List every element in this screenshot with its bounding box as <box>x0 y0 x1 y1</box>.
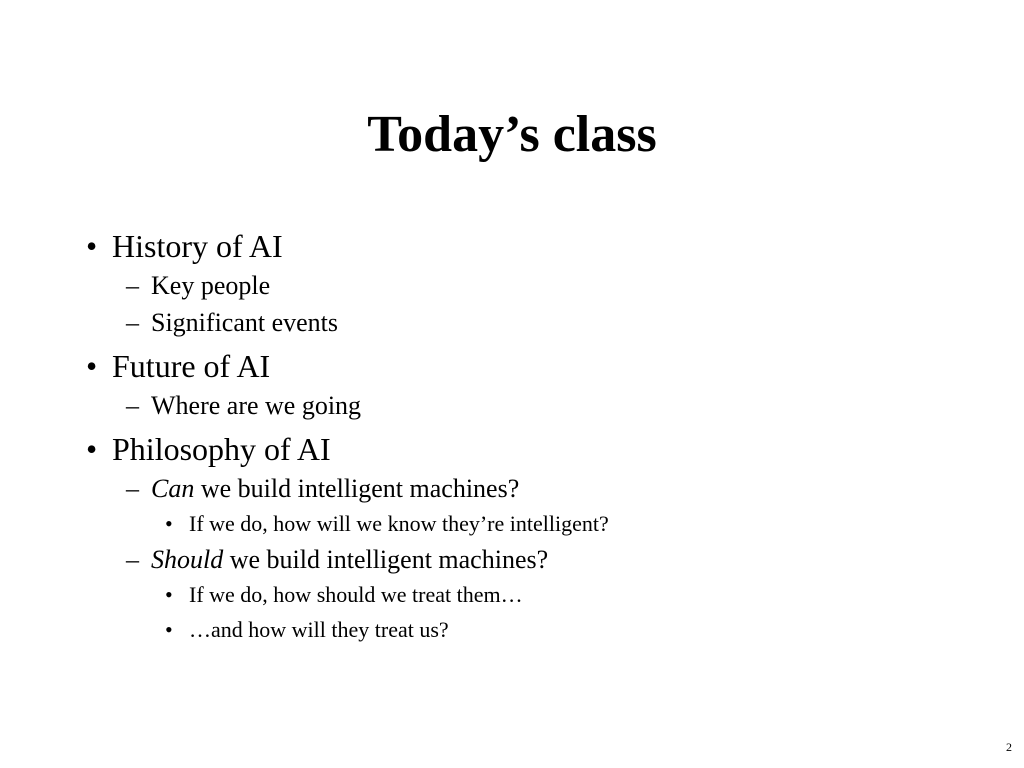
subbullet-significant-events <box>126 308 338 338</box>
dash-icon: – <box>126 391 139 420</box>
subbullet-text: we build intelligent machines? <box>194 474 520 503</box>
subbullet-should-we-build <box>126 545 548 575</box>
bullet-label: Future of AI <box>112 348 271 384</box>
detail-label: If we do, how will we know they’re intelligent? <box>189 511 609 536</box>
bullet-icon: • <box>86 431 98 467</box>
dash-icon: – <box>126 474 139 503</box>
subbullet-text: we build intelligent machines? <box>223 545 549 574</box>
detail-label: …and how will they treat us? <box>189 617 449 642</box>
page-number: 2 <box>1006 740 1012 754</box>
subbullet-label <box>151 545 548 575</box>
emphasis-should: Should <box>151 545 224 574</box>
bullet-icon: • <box>165 582 173 607</box>
subbullet-key-people <box>126 271 270 301</box>
bullet-icon: • <box>165 511 173 536</box>
bullet-label: History of AI <box>112 228 283 264</box>
bullet-icon: • <box>86 348 98 384</box>
dash-icon: – <box>126 271 139 300</box>
dash-icon: – <box>126 545 139 574</box>
slide-title: Today’s class <box>367 106 657 163</box>
subbullet-can-we-build <box>126 474 519 504</box>
dash-icon: – <box>126 308 139 337</box>
bullet-icon: • <box>165 617 173 642</box>
detail-label: If we do, how should we treat them… <box>189 582 523 607</box>
subbullet-label <box>151 474 519 504</box>
subbullet-label: Key people <box>151 271 271 300</box>
subbullet-where-are-we-going <box>126 391 361 421</box>
bullet-label: Philosophy of AI <box>112 431 331 467</box>
detail-how-will-they-treat-us <box>165 617 449 643</box>
detail-how-will-we-know <box>165 511 609 537</box>
emphasis-can: Can <box>151 474 195 503</box>
subbullet-label: Where are we going <box>151 391 362 420</box>
bullet-philosophy-of-ai <box>86 431 331 467</box>
detail-how-should-we-treat <box>165 582 523 608</box>
bullet-icon: • <box>86 228 98 264</box>
subbullet-label: Significant events <box>151 308 339 337</box>
bullet-history-of-ai <box>86 228 283 264</box>
bullet-future-of-ai <box>86 348 270 384</box>
